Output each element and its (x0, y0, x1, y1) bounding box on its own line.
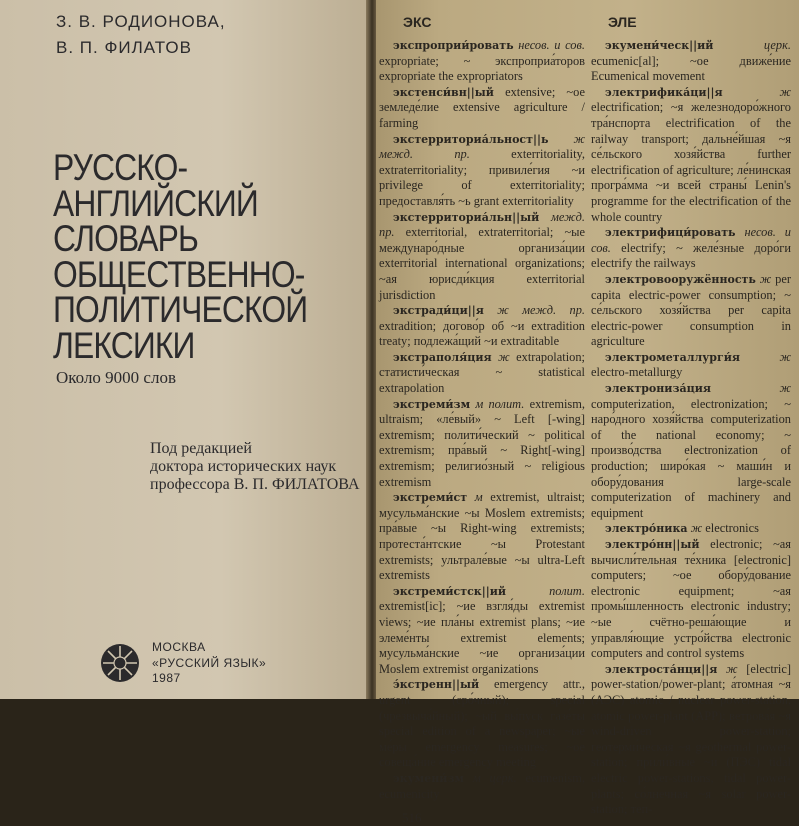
dictionary-entry (591, 662, 791, 818)
entry-headword: электро́нн||ый (605, 538, 700, 551)
editor-line: доктора исторических наук (150, 458, 337, 475)
dictionary-entry (591, 521, 791, 537)
entry-definition: extremist[ic]; ~ие взгля́ды extremist views; ~ие пла́ны extremist plans; ~ие элеме́нты extremist elements; мусульма́нские ~ие организа́ции Moslem extremist organizations (379, 599, 585, 676)
entry-grammar: ж (779, 381, 791, 396)
entry-grammar: ж (779, 84, 791, 99)
author-1: З. В. РОДИОНОВА, (56, 12, 226, 31)
entry-headword: электрифика́ци||я (605, 85, 723, 99)
entry-headword: экстреми́зм (393, 397, 471, 411)
dictionary-column-1 (379, 38, 585, 826)
book-title (53, 147, 308, 366)
entry-definition: ecumenism, ecumenicity (379, 770, 585, 801)
title-line: ПОЛИТИЧЕСКОЙ (53, 289, 308, 330)
title-page (0, 0, 368, 699)
entry-grammar: ж межд. пр. (497, 303, 585, 318)
column-1-entries (379, 38, 585, 802)
dictionary-entry (379, 350, 585, 397)
publisher-imprint (152, 640, 266, 687)
entry-definition: electronics (705, 521, 759, 536)
entry-headword: электрометаллурги́я (605, 350, 741, 364)
entry-grammar: полит. (549, 583, 585, 598)
entry-definition: extensive; ~ое земледе́лие extensive agriculture / farming (379, 84, 585, 130)
dictionary-entry (379, 210, 585, 304)
entry-definition: emergency attr., urgent (сро́чный); special (чрезвыча́йный); ~ый вы́пуск газе́ты special edition of a newspaper; ~ые ме́ры emergency measures; ~ое совеща́ние emergency meeting (379, 677, 585, 770)
entry-headword: экстенси́вн||ый (393, 85, 494, 99)
entry-headword: экспроприи́ровать (393, 39, 514, 52)
entry-definition: expropriate; ~ экспроприа́торов expropriate the expropriators (379, 53, 585, 84)
entry-headword: электровооружённость (605, 272, 756, 286)
entry-headword: экстреми́стск||ий (393, 584, 507, 598)
entry-headword: экумени́ческ||ий (605, 39, 714, 52)
dictionary-entry (379, 397, 585, 491)
imprint-publisher: «РУССКИЙ ЯЗЫК» (152, 655, 267, 670)
entry-grammar: ж (726, 661, 738, 676)
entry-headword: экстради́ци||я (393, 304, 484, 318)
entry-definition: extremist, ultraist; мусульма́нские ~ы Moslem extremists; пра́вые ~ы Right-wing extremists; протеста́нтские ~ы Protestant extremists; ультрале́вые ~ы ultra-Left extremists (379, 490, 585, 583)
entry-headword: экумени́зм (393, 771, 465, 785)
dictionary-entry (591, 350, 791, 381)
entry-headword: экстерриториа́льн||ый (393, 210, 540, 224)
imprint-year: 1987 (152, 671, 181, 685)
entry-definition: ecumenic[al]; ~ое движе́ние Ecumenical movement (591, 53, 791, 84)
dictionary-page (376, 0, 799, 826)
entry-grammar: ж (498, 349, 510, 364)
running-head-right: ЭЛЕ (608, 14, 637, 30)
entry-grammar: ж (690, 521, 703, 536)
dictionary-entry (379, 132, 585, 210)
entry-definition: exterritoriality, extraterritoriality; привиле́гия ~и privilege of exterritoriality; предоставля́ть ~ь grant exterritoriality (379, 147, 585, 208)
dictionary-entry (379, 677, 585, 771)
entry-definition: extremism, ultraism; «ле́вый» ~ Left [-wing] extremism; полити́ческий ~ political extremism; пра́вый ~ Right[-wing] extremism; религио́зный ~ religious extremism (379, 396, 585, 489)
editor-line: профессора В. П. ФИЛАТОВА (150, 476, 360, 493)
entry-definition: electro-metallurgy (591, 365, 683, 380)
entry-grammar: межд. пр. (379, 209, 585, 240)
dictionary-entry (591, 381, 791, 521)
entry-definition: computerization, electronization; ~ наро́дного хозя́йства computerization of the national economy; ~ произво́дства electronization of production; широ́кая ~ маши́н и обору́дования large-scale computerization of machinery and equipment (591, 396, 791, 520)
entry-headword: экстерриториа́льност||ь (393, 132, 549, 146)
entry-grammar: м церк. (472, 770, 517, 785)
column-2-entries (591, 38, 791, 818)
entry-headword: электрифици́ровать (605, 226, 736, 240)
title-line: ЛЕКСИКИ (53, 324, 195, 366)
entry-headword: экстреми́ст (393, 491, 468, 505)
title-line: СЛОВАРЬ (53, 218, 199, 259)
dictionary-entry (591, 225, 791, 272)
entry-headword: электрониза́ция (605, 382, 712, 396)
dictionary-entry (591, 38, 791, 85)
editor-line: Под редакцией (150, 440, 252, 457)
dictionary-column-2 (591, 38, 791, 818)
entry-definition: extradition; догово́р об ~и extradition treaty; подлежа́щий ~и extraditable (379, 318, 585, 349)
entry-definition: per capita electric-power consumption; ~ се́льского хозя́йства per capita electric-power consumption in agriculture (591, 271, 791, 349)
entry-grammar: несов. и сов. (591, 225, 791, 255)
entry-headword: экстраполя́ция (393, 350, 492, 364)
editor-credit (150, 440, 360, 494)
entry-grammar: ж (779, 349, 791, 364)
dictionary-entry (379, 303, 585, 350)
page-number: 516 (402, 810, 422, 826)
entry-grammar: м (474, 490, 483, 505)
word-count: Около 9000 слов (56, 368, 176, 387)
entry-headword: э́кстренн||ый (393, 678, 480, 692)
title-line: АНГЛИЙСКИЙ (53, 182, 258, 224)
imprint-city: МОСКВА (152, 640, 206, 654)
running-head-left: ЭКС (403, 14, 432, 30)
title-line: РУССКО- (53, 147, 188, 188)
dictionary-entry (591, 85, 791, 225)
entry-definition: electrification; ~я железнодоро́жного тра́нспорта electrification of the railway transport; дальне́йшая ~я се́льского хозя́йства further electrification of agriculture; ле́нинская програ́мма ~и всей страны́ Lenin's programme for the electrification of the whole country (591, 100, 791, 224)
entry-headword: электро́ника (605, 522, 688, 536)
dictionary-entry (591, 272, 791, 350)
title-line: ОБЩЕСТВЕННО- (53, 253, 305, 295)
entry-definition: [electric] power-station/power-plant; а́томная ~я (АЭС) atomic / nuclear power-station, atomic power-plant (APP); ветрова́я ~я wind-driven power-station; геотерми́ческая ~я geothermal power-station; прили́вные ~и (ПЭС) tidal electric power-stations, tidal power-plants; со́лнечная ~я solar power-station; теп- (591, 661, 791, 817)
entry-grammar: ж (759, 271, 772, 286)
author-2: В. П. ФИЛАТОВ (56, 38, 192, 57)
dictionary-entry (591, 537, 791, 662)
dictionary-entry (379, 85, 585, 132)
publisher-logo-icon (100, 643, 140, 683)
dictionary-entry (379, 38, 585, 85)
entry-grammar: ж межд. пр. (379, 131, 585, 162)
entry-definition: electronic; ~ая вычисли́тельная те́хника [electronic] computers; ~ое обору́дование electronic equipment; ~ая промы́шленность electronic industry; ~ые счётно-реша́ющие и управля́ющие устро́йства electronic computers and control systems (591, 537, 791, 661)
entry-headword: электроста́нци||я (605, 662, 718, 676)
entry-definition: exterritorial, extraterritorial; ~ые междунаро́дные организа́ции exterritorial international organizations; ~ая юрисди́кция exterritorial jurisdiction (379, 225, 585, 302)
dictionary-entry (379, 584, 585, 678)
entry-grammar: церк. (763, 38, 791, 52)
entry-definition: extrapolation; статисти́ческая ~ statistical extrapolation (379, 349, 585, 396)
dictionary-entry (379, 490, 585, 584)
entry-grammar: несов. и сов. (518, 38, 585, 52)
entry-definition: electrify; ~ желе́зные доро́ги electrify the railways (591, 240, 791, 271)
entry-grammar: м полит. (475, 396, 525, 411)
dictionary-entry (379, 771, 585, 802)
